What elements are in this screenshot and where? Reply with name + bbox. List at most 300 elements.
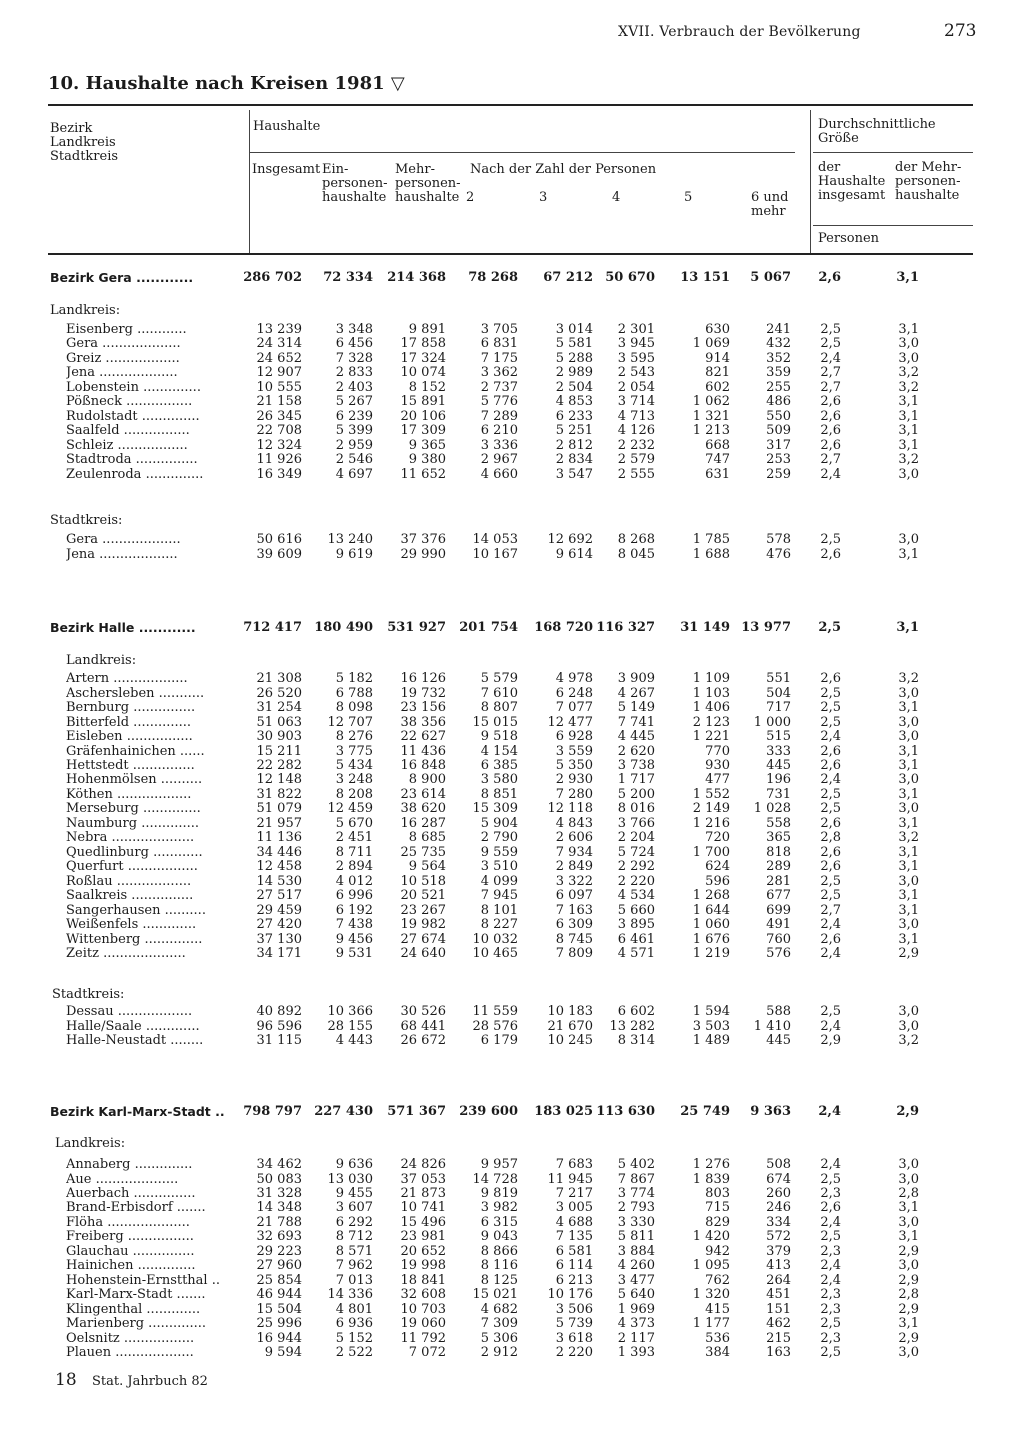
table-row bbox=[0, 1244, 1024, 1259]
cell: 486 bbox=[766, 394, 791, 409]
cell: 760 bbox=[766, 932, 791, 947]
cell: 1 069 bbox=[692, 336, 730, 351]
table-row bbox=[0, 1200, 1024, 1215]
cell: 333 bbox=[766, 744, 791, 759]
cell: 9 365 bbox=[408, 438, 446, 453]
cell: 1 213 bbox=[692, 423, 730, 438]
cell: 78 268 bbox=[468, 270, 518, 285]
cell: 50 083 bbox=[256, 1172, 302, 1187]
cell: 12 907 bbox=[256, 365, 302, 380]
cell: 1 969 bbox=[617, 1302, 655, 1317]
cell: 6 114 bbox=[555, 1258, 593, 1273]
row-label: Querfurt ................. bbox=[66, 859, 198, 874]
cell: 2 790 bbox=[480, 830, 518, 845]
cell: 38 620 bbox=[400, 801, 446, 816]
cell: 241 bbox=[766, 322, 791, 337]
cell: 2,4 bbox=[820, 729, 841, 744]
table-row bbox=[0, 380, 1024, 395]
cell: 2 620 bbox=[617, 744, 655, 759]
cell: 1 276 bbox=[692, 1157, 730, 1172]
cell: 3 336 bbox=[480, 438, 518, 453]
cell: 5 640 bbox=[617, 1287, 655, 1302]
cell: 9 891 bbox=[408, 322, 446, 337]
cell: 23 981 bbox=[400, 1229, 446, 1244]
cell: 5 152 bbox=[335, 1331, 373, 1346]
der-haushalte-header: der Haushalte insgesamt bbox=[818, 160, 886, 203]
cell: 6 831 bbox=[480, 336, 518, 351]
cell: 10 741 bbox=[400, 1200, 446, 1215]
cell: 7 289 bbox=[480, 409, 518, 424]
cell: 29 223 bbox=[256, 1244, 302, 1259]
cell: 32 608 bbox=[400, 1287, 446, 1302]
row-label: Sangerhausen .......... bbox=[66, 903, 206, 918]
cell: 2,6 bbox=[820, 758, 841, 773]
cell: 588 bbox=[766, 1004, 791, 1019]
cell: 6 179 bbox=[480, 1033, 518, 1048]
table-row bbox=[0, 830, 1024, 845]
cell: 12 148 bbox=[256, 772, 302, 787]
cell: 10 032 bbox=[472, 932, 518, 947]
row-label: Gera ................... bbox=[66, 336, 181, 351]
table-row bbox=[0, 700, 1024, 715]
cell: 16 126 bbox=[400, 671, 446, 686]
cell: 3,1 bbox=[898, 932, 919, 947]
cell: 180 490 bbox=[314, 620, 373, 635]
cell: 31 822 bbox=[256, 787, 302, 802]
cell: 4 154 bbox=[480, 744, 518, 759]
table-row bbox=[0, 932, 1024, 947]
cell: 14 053 bbox=[472, 532, 518, 547]
cell: 476 bbox=[766, 547, 791, 562]
cell: 38 356 bbox=[400, 715, 446, 730]
cell: 7 683 bbox=[555, 1157, 593, 1172]
cell: 3,1 bbox=[898, 903, 919, 918]
cell: 10 366 bbox=[327, 1004, 373, 1019]
cell: 7 809 bbox=[555, 946, 593, 961]
cell: 7 945 bbox=[480, 888, 518, 903]
cell: 8 866 bbox=[480, 1244, 518, 1259]
cell: 9 559 bbox=[480, 845, 518, 860]
cell: 3,0 bbox=[898, 686, 919, 701]
cell: 16 944 bbox=[256, 1331, 302, 1346]
table-row bbox=[0, 1157, 1024, 1172]
cell: 20 652 bbox=[400, 1244, 446, 1259]
cell: 215 bbox=[766, 1331, 791, 1346]
cell: 30 526 bbox=[400, 1004, 446, 1019]
table-row bbox=[0, 686, 1024, 701]
cell: 4 801 bbox=[335, 1302, 373, 1317]
table-row bbox=[0, 365, 1024, 380]
cell: 3 738 bbox=[617, 758, 655, 773]
table-row bbox=[0, 787, 1024, 802]
row-label: Zeitz .................... bbox=[66, 946, 186, 961]
cell: 674 bbox=[766, 1172, 791, 1187]
cell: 3,1 bbox=[896, 270, 919, 285]
row-label: Quedlinburg ............ bbox=[66, 845, 203, 860]
cell: 27 960 bbox=[256, 1258, 302, 1273]
cell: 9 043 bbox=[480, 1229, 518, 1244]
cell: 5 267 bbox=[335, 394, 373, 409]
cell: 21 158 bbox=[256, 394, 302, 409]
cell: 39 609 bbox=[256, 547, 302, 562]
cell: 2,5 bbox=[820, 336, 841, 351]
cell: 2,5 bbox=[820, 1172, 841, 1187]
cell: 4 843 bbox=[555, 816, 593, 831]
cell: 2,4 bbox=[820, 1019, 841, 1034]
cell: 15 891 bbox=[400, 394, 446, 409]
ein-header: Ein- personen- haushalte bbox=[322, 162, 388, 205]
durchschnitt-header: Durchschnittliche Größe bbox=[818, 117, 936, 146]
row-label: Gräfenhainichen ...... bbox=[66, 744, 205, 759]
cell: 2,6 bbox=[820, 1200, 841, 1215]
cell: 8 116 bbox=[480, 1258, 518, 1273]
table-row bbox=[0, 336, 1024, 351]
cell: 2 930 bbox=[555, 772, 593, 787]
cell: 6 097 bbox=[555, 888, 593, 903]
cell: 1 028 bbox=[753, 801, 791, 816]
cell: 8 152 bbox=[408, 380, 446, 395]
cell: 12 459 bbox=[327, 801, 373, 816]
cell: 1 410 bbox=[753, 1019, 791, 1034]
cell: 2,4 bbox=[820, 772, 841, 787]
landkreis-label: Landkreis: bbox=[50, 303, 121, 318]
cell: 10 245 bbox=[547, 1033, 593, 1048]
cell: 572 bbox=[766, 1229, 791, 1244]
cell: 21 788 bbox=[256, 1215, 302, 1230]
cell: 2 232 bbox=[617, 438, 655, 453]
cell: 29 990 bbox=[400, 547, 446, 562]
cell: 24 826 bbox=[400, 1157, 446, 1172]
cell: 630 bbox=[705, 322, 730, 337]
cell: 3,2 bbox=[898, 671, 919, 686]
cell: 32 693 bbox=[256, 1229, 302, 1244]
cell: 7 163 bbox=[555, 903, 593, 918]
cell: 2 117 bbox=[617, 1331, 655, 1346]
cell: 1 406 bbox=[692, 700, 730, 715]
cell: 4 373 bbox=[617, 1316, 655, 1331]
cell: 3,1 bbox=[898, 547, 919, 562]
cell: 9 594 bbox=[264, 1345, 302, 1360]
cell: 3 774 bbox=[617, 1186, 655, 1201]
cell: 29 459 bbox=[256, 903, 302, 918]
row-label: Gera ................... bbox=[66, 532, 181, 547]
cell: 3,0 bbox=[898, 801, 919, 816]
cell: 11 559 bbox=[472, 1004, 518, 1019]
cell: 2,6 bbox=[820, 394, 841, 409]
cell: 17 858 bbox=[400, 336, 446, 351]
row-label: Bezirk Halle ............ bbox=[50, 620, 196, 635]
table-row bbox=[0, 744, 1024, 759]
bezirk-total-row bbox=[0, 1104, 1024, 1119]
cell: 9 819 bbox=[480, 1186, 518, 1201]
table-row bbox=[0, 671, 1024, 686]
cell: 246 bbox=[766, 1200, 791, 1215]
cell: 3,1 bbox=[898, 438, 919, 453]
cell: 6 315 bbox=[480, 1215, 518, 1230]
cell: 6 213 bbox=[555, 1273, 593, 1288]
cell: 1 552 bbox=[692, 787, 730, 802]
cell: 27 674 bbox=[400, 932, 446, 947]
cell: 1 268 bbox=[692, 888, 730, 903]
cell: 3 005 bbox=[555, 1200, 593, 1215]
cell: 2,9 bbox=[898, 1244, 919, 1259]
cell: 6 788 bbox=[335, 686, 373, 701]
cell: 227 430 bbox=[314, 1104, 373, 1119]
cell: 3,0 bbox=[898, 351, 919, 366]
cell: 451 bbox=[766, 1287, 791, 1302]
row-label: Jena ................... bbox=[66, 365, 178, 380]
row-label: Hettstedt ............... bbox=[66, 758, 195, 773]
cell: 20 521 bbox=[400, 888, 446, 903]
cell: 2,3 bbox=[820, 1287, 841, 1302]
cell: 1 700 bbox=[692, 845, 730, 860]
cell: 3 607 bbox=[335, 1200, 373, 1215]
cell: 3,2 bbox=[898, 1033, 919, 1048]
table-row bbox=[0, 1215, 1024, 1230]
cell: 201 754 bbox=[459, 620, 518, 635]
cell: 4 660 bbox=[480, 467, 518, 482]
cell: 17 324 bbox=[400, 351, 446, 366]
row-label: Bezirk Gera ............ bbox=[50, 270, 194, 285]
cell: 30 903 bbox=[256, 729, 302, 744]
cell: 2,5 bbox=[818, 620, 841, 635]
cell: 253 bbox=[766, 452, 791, 467]
table-row bbox=[0, 1033, 1024, 1048]
row-label: Nebra .................... bbox=[66, 830, 195, 845]
cell: 2 894 bbox=[335, 859, 373, 874]
p5-header: 5 bbox=[684, 190, 693, 205]
cell: 6 233 bbox=[555, 409, 593, 424]
table-row bbox=[0, 467, 1024, 482]
cell: 3,1 bbox=[896, 620, 919, 635]
cell: 3 775 bbox=[335, 744, 373, 759]
cell: 4 099 bbox=[480, 874, 518, 889]
cell: 22 708 bbox=[256, 423, 302, 438]
cell: 4 853 bbox=[555, 394, 593, 409]
cell: 2 543 bbox=[617, 365, 655, 380]
cell: 3,2 bbox=[898, 452, 919, 467]
cell: 68 441 bbox=[400, 1019, 446, 1034]
cell: 31 115 bbox=[256, 1033, 302, 1048]
cell: 631 bbox=[705, 467, 730, 482]
cell: 2,4 bbox=[820, 1273, 841, 1288]
cell: 259 bbox=[766, 467, 791, 482]
personen-header: Personen bbox=[818, 231, 880, 246]
row-label: Lobenstein .............. bbox=[66, 380, 201, 395]
cell: 8 807 bbox=[480, 700, 518, 715]
cell: 1 320 bbox=[692, 1287, 730, 1302]
cell: 2,5 bbox=[820, 1345, 841, 1360]
cell: 8 851 bbox=[480, 787, 518, 802]
cell: 3 506 bbox=[555, 1302, 593, 1317]
cell: 9 455 bbox=[335, 1186, 373, 1201]
cell: 14 348 bbox=[256, 1200, 302, 1215]
cell: 5 067 bbox=[750, 270, 791, 285]
table-row bbox=[0, 1302, 1024, 1317]
row-label: Greiz .................. bbox=[66, 351, 180, 366]
row-label: Dessau .................. bbox=[66, 1004, 193, 1019]
cell: 2,9 bbox=[898, 1331, 919, 1346]
cell: 10 518 bbox=[400, 874, 446, 889]
cell: 2,5 bbox=[820, 874, 841, 889]
cell: 2,7 bbox=[820, 365, 841, 380]
cell: 3,0 bbox=[898, 715, 919, 730]
p2-header: 2 bbox=[466, 190, 475, 205]
cell: 163 bbox=[766, 1345, 791, 1360]
p3-header: 3 bbox=[539, 190, 548, 205]
table-row bbox=[0, 423, 1024, 438]
cell: 1 785 bbox=[692, 532, 730, 547]
cell: 1 060 bbox=[692, 917, 730, 932]
cell: 8 711 bbox=[335, 845, 373, 860]
cell: 8 900 bbox=[408, 772, 446, 787]
cell: 5 399 bbox=[335, 423, 373, 438]
table-row bbox=[0, 715, 1024, 730]
cell: 829 bbox=[705, 1215, 730, 1230]
cell: 515 bbox=[766, 729, 791, 744]
cell: 5 776 bbox=[480, 394, 518, 409]
cell: 12 458 bbox=[256, 859, 302, 874]
table-row bbox=[0, 1229, 1024, 1244]
cell: 3,1 bbox=[898, 816, 919, 831]
cell: 7 438 bbox=[335, 917, 373, 932]
cell: 3,0 bbox=[898, 1019, 919, 1034]
cell: 2,9 bbox=[898, 1302, 919, 1317]
cell: 5 350 bbox=[555, 758, 593, 773]
cell: 13 977 bbox=[741, 620, 791, 635]
cell: 5 904 bbox=[480, 816, 518, 831]
cell: 10 703 bbox=[400, 1302, 446, 1317]
row-label: Roßlau .................. bbox=[66, 874, 192, 889]
cell: 3,0 bbox=[898, 467, 919, 482]
cell: 2 989 bbox=[555, 365, 593, 380]
cell: 3 895 bbox=[617, 917, 655, 932]
table-row bbox=[0, 758, 1024, 773]
cell: 3,0 bbox=[898, 917, 919, 932]
cell: 2,6 bbox=[820, 423, 841, 438]
cell: 72 334 bbox=[323, 270, 373, 285]
cell: 596 bbox=[705, 874, 730, 889]
cell: 25 854 bbox=[256, 1273, 302, 1288]
cell: 11 136 bbox=[256, 830, 302, 845]
cell: 9 636 bbox=[335, 1157, 373, 1172]
cell: 2 292 bbox=[617, 859, 655, 874]
cell: 151 bbox=[766, 1302, 791, 1317]
table-row bbox=[0, 438, 1024, 453]
cell: 25 735 bbox=[400, 845, 446, 860]
cell: 2 967 bbox=[480, 452, 518, 467]
cell: 8 314 bbox=[617, 1033, 655, 1048]
cell: 2,5 bbox=[820, 532, 841, 547]
cell: 668 bbox=[705, 438, 730, 453]
cell: 7 934 bbox=[555, 845, 593, 860]
cell: 6 996 bbox=[335, 888, 373, 903]
cell: 2 555 bbox=[617, 467, 655, 482]
row-label: Freiberg ................ bbox=[66, 1229, 194, 1244]
cell: 5 811 bbox=[617, 1229, 655, 1244]
row-label: Auerbach ............... bbox=[66, 1186, 196, 1201]
cell: 1 321 bbox=[692, 409, 730, 424]
cell: 9 614 bbox=[555, 547, 593, 562]
cell: 1 489 bbox=[692, 1033, 730, 1048]
cell: 12 477 bbox=[547, 715, 593, 730]
cell: 2 054 bbox=[617, 380, 655, 395]
bezirk-total-row bbox=[0, 270, 1024, 285]
cell: 1 644 bbox=[692, 903, 730, 918]
cell: 747 bbox=[705, 452, 730, 467]
cell: 359 bbox=[766, 365, 791, 380]
cell: 3 248 bbox=[335, 772, 373, 787]
der-mehr-header: der Mehr- personen- haushalte bbox=[895, 160, 962, 203]
cell: 8 276 bbox=[335, 729, 373, 744]
cell: 2 220 bbox=[555, 1345, 593, 1360]
cell: 1 221 bbox=[692, 729, 730, 744]
cell: 803 bbox=[705, 1186, 730, 1201]
cell: 255 bbox=[766, 380, 791, 395]
cell: 5 670 bbox=[335, 816, 373, 831]
cell: 365 bbox=[766, 830, 791, 845]
cell: 183 025 bbox=[534, 1104, 593, 1119]
cell: 3 362 bbox=[480, 365, 518, 380]
cell: 2,6 bbox=[820, 845, 841, 860]
cell: 7 962 bbox=[335, 1258, 373, 1273]
cell: 2,3 bbox=[820, 1244, 841, 1259]
cell: 6 461 bbox=[617, 932, 655, 947]
cell: 6 936 bbox=[335, 1316, 373, 1331]
row-label: Flöha .................... bbox=[66, 1215, 190, 1230]
cell: 13 239 bbox=[256, 322, 302, 337]
row-label: Halle-Neustadt ........ bbox=[66, 1033, 204, 1048]
cell: 5 579 bbox=[480, 671, 518, 686]
row-label: Aue .................... bbox=[66, 1172, 179, 1187]
cell: 2 812 bbox=[555, 438, 593, 453]
cell: 3,0 bbox=[898, 1157, 919, 1172]
cell: 462 bbox=[766, 1316, 791, 1331]
table-row bbox=[0, 1019, 1024, 1034]
row-label: Brand-Erbisdorf ....... bbox=[66, 1200, 206, 1215]
cell: 281 bbox=[766, 874, 791, 889]
cell: 1 594 bbox=[692, 1004, 730, 1019]
cell: 4 571 bbox=[617, 946, 655, 961]
cell: 3,1 bbox=[898, 1229, 919, 1244]
table-row bbox=[0, 1287, 1024, 1302]
cell: 2 522 bbox=[335, 1345, 373, 1360]
cell: 21 308 bbox=[256, 671, 302, 686]
cell: 432 bbox=[766, 336, 791, 351]
cell: 2 546 bbox=[335, 452, 373, 467]
cell: 1 839 bbox=[692, 1172, 730, 1187]
cell: 3 348 bbox=[335, 322, 373, 337]
cell: 3,1 bbox=[898, 700, 919, 715]
cell: 50 616 bbox=[256, 532, 302, 547]
cell: 2,9 bbox=[898, 1273, 919, 1288]
cell: 5 739 bbox=[555, 1316, 593, 1331]
cell: 762 bbox=[705, 1273, 730, 1288]
cell: 6 456 bbox=[335, 336, 373, 351]
cell: 2 834 bbox=[555, 452, 593, 467]
cell: 2 833 bbox=[335, 365, 373, 380]
row-label: Stadtroda ............... bbox=[66, 452, 198, 467]
cell: 9 518 bbox=[480, 729, 518, 744]
cell: 34 446 bbox=[256, 845, 302, 860]
cell: 21 957 bbox=[256, 816, 302, 831]
row-label: Bitterfeld .............. bbox=[66, 715, 192, 730]
table-row bbox=[0, 845, 1024, 860]
cell: 3 982 bbox=[480, 1200, 518, 1215]
cell: 2,8 bbox=[898, 1186, 919, 1201]
cell: 3,1 bbox=[898, 845, 919, 860]
cell: 264 bbox=[766, 1273, 791, 1288]
